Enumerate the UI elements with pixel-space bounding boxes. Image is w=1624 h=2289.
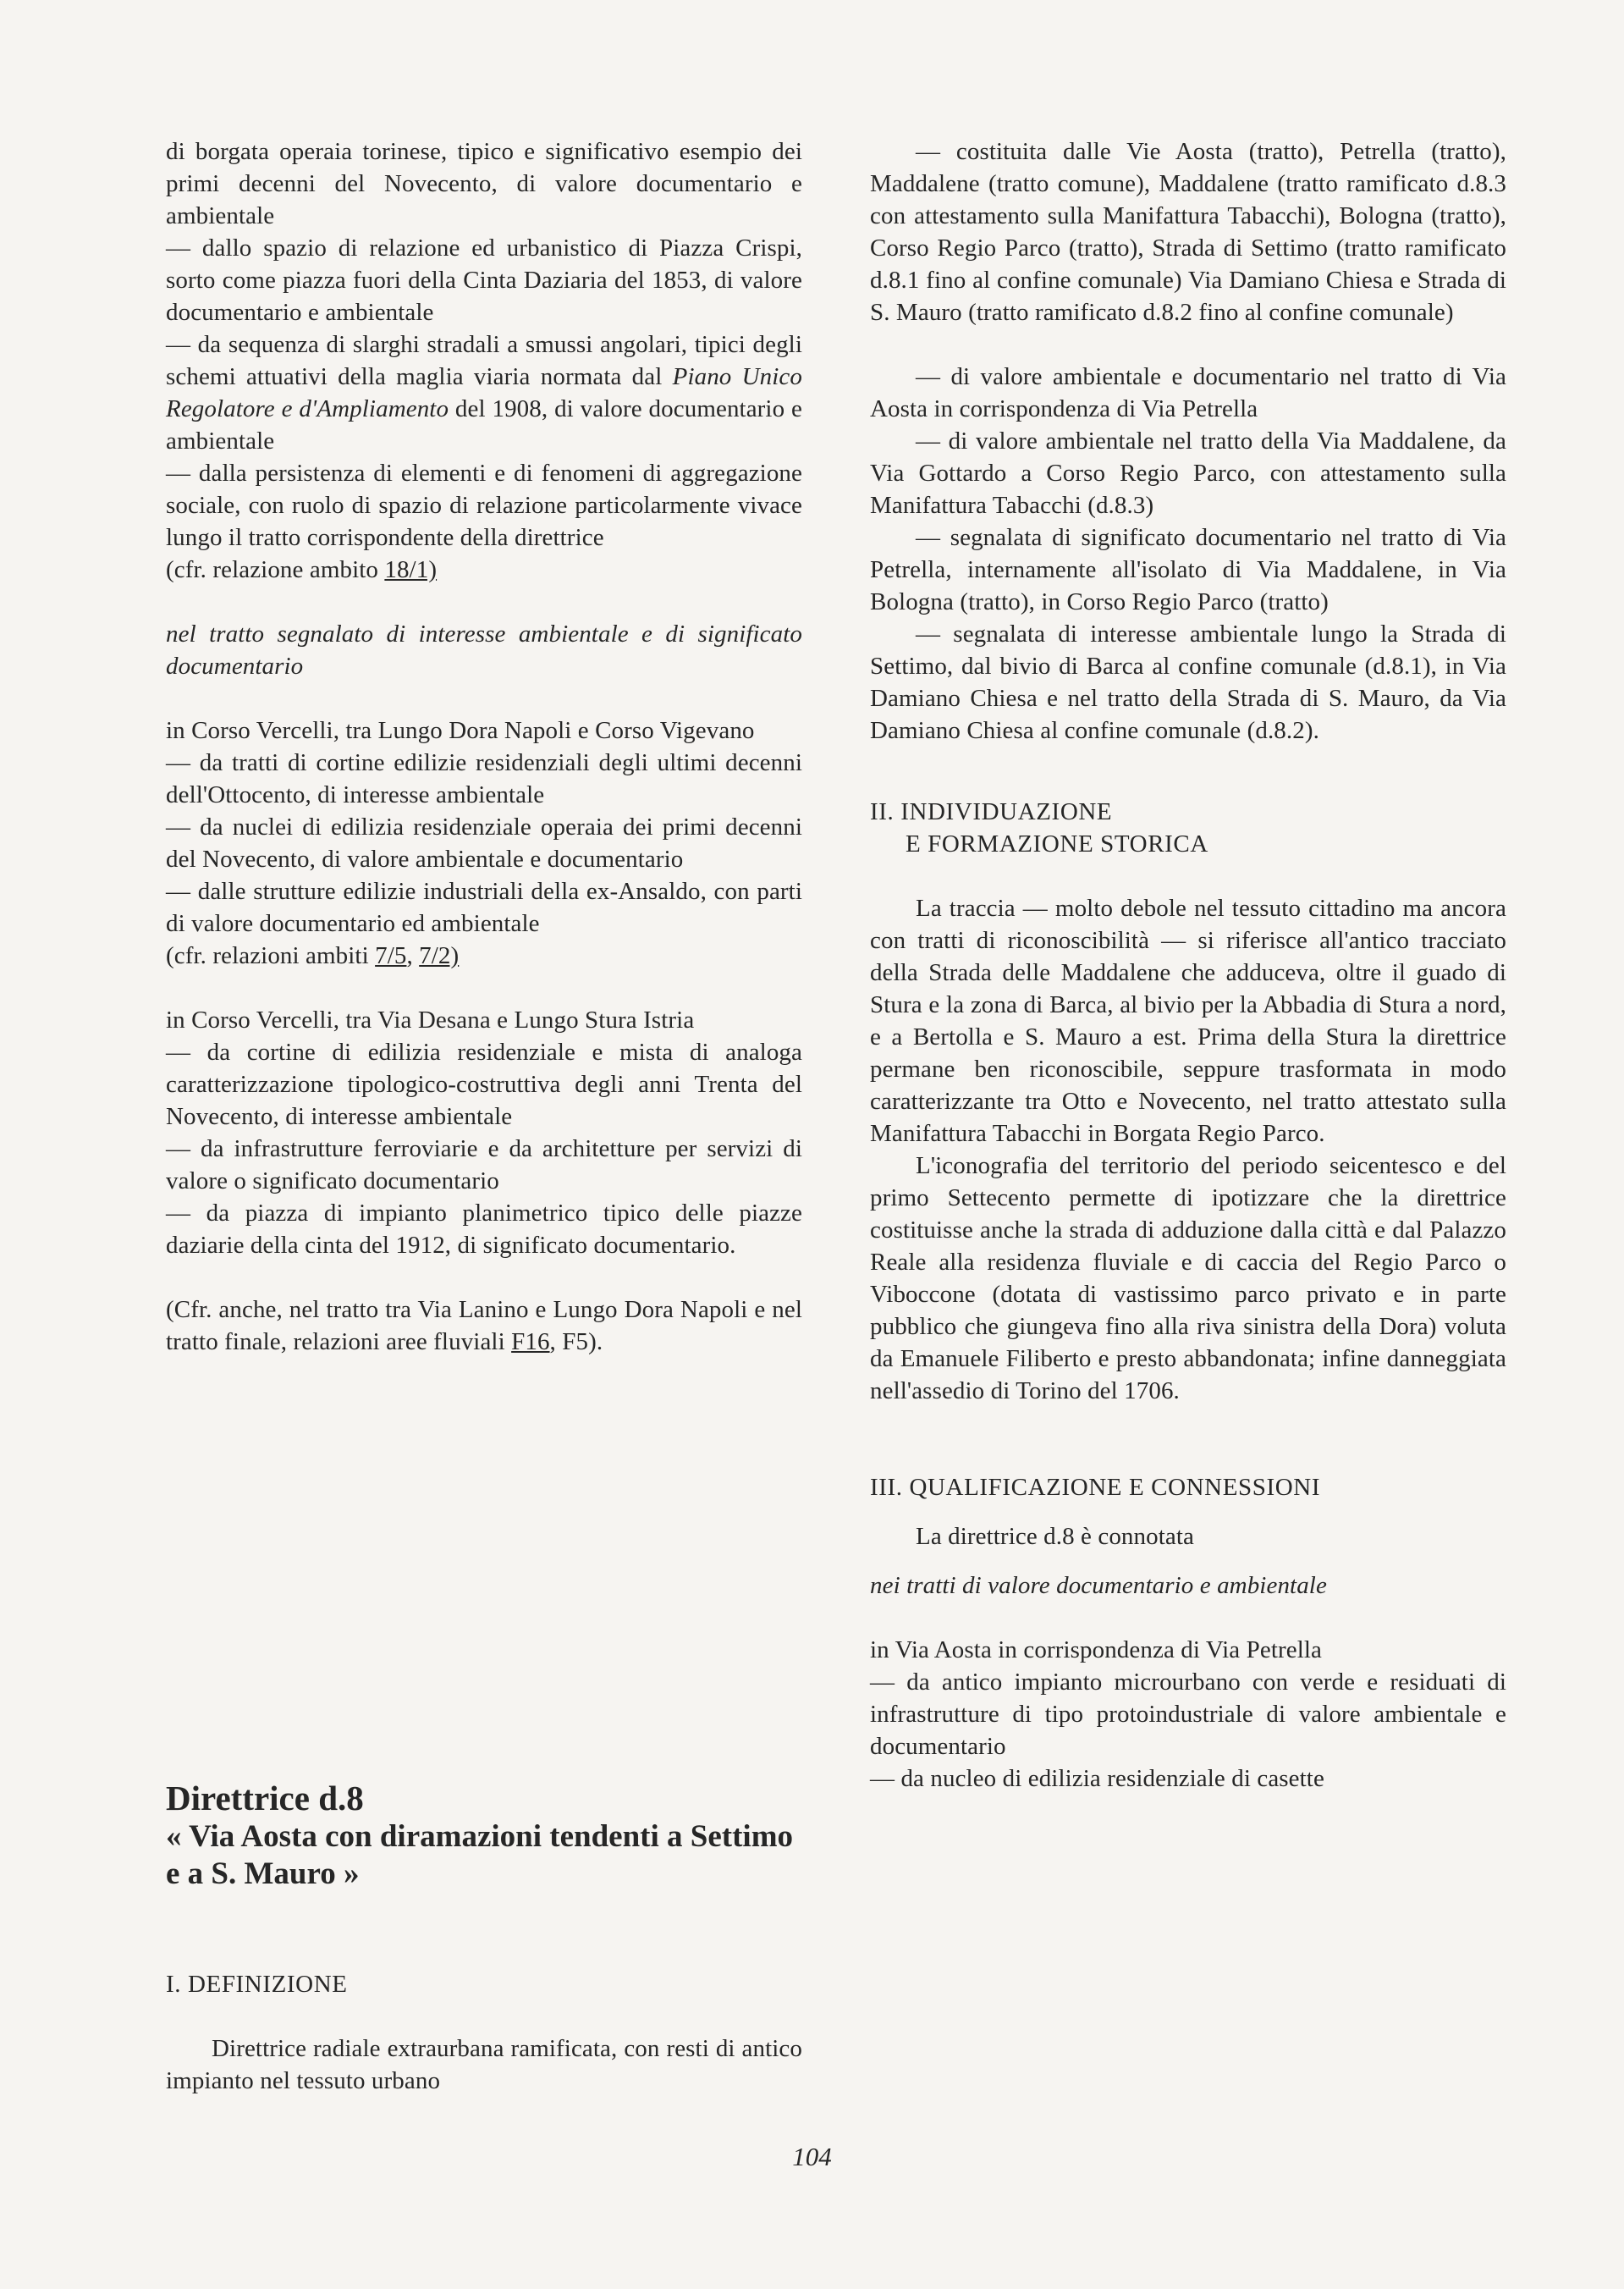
paragraph: — di valore ambientale e documentario nel tratto di Via Aosta in corrispondenza di Via Petrella xyxy=(870,363,1506,422)
reference-link: 7/5 xyxy=(375,942,407,969)
paragraph: — da piazza di impianto planimetrico tipico delle piazze daziarie della cinta del 1912, di significato documentario. xyxy=(166,1200,802,1259)
reference xyxy=(166,554,802,586)
section-heading: E FORMAZIONE STORICA xyxy=(906,830,1208,858)
paragraph: — da cortine di edilizia residenziale e mista di analoga caratterizzazione tipologico-costruttiva degli anni Trenta del Novecento, di interesse ambientale xyxy=(166,1039,802,1130)
reference-link: F16 xyxy=(511,1328,550,1355)
paragraph: — dallo spazio di relazione ed urbanistico di Piazza Crispi, sorto come piazza fuori della Cinta Daziaria del 1853, di valore documentario e ambientale xyxy=(166,234,802,326)
reference-link: 7/2) xyxy=(419,942,460,969)
paragraph: di borgata operaia torinese, tipico e significativo esempio dei primi decenni del Novecento, di valore documentario e ambientale xyxy=(166,138,802,229)
paragraph: La traccia — molto debole nel tessuto cittadino ma ancora con tratti di riconoscibilità — si riferisce all'antico tracciato della Strada delle Maddalene che adduceva, oltre il guado di Stura e la zona di Barca, al bivio per la Abbadia di Stura a nord, e a Bertolla e S. Mauro a est. Prima della Stura la direttrice permane ben riconoscibile, seppure trasformata in modo caratterizzante tra Otto e Novecento, nel tratto attestato sulla Manifattura Tabacchi in Borgata Regio Parco. xyxy=(870,895,1506,1147)
subsection-heading: nel tratto segnalato di interesse ambientale e di significato documentario xyxy=(166,621,802,680)
page-number: 104 xyxy=(792,2142,832,2171)
text-span: F5). xyxy=(562,1328,603,1355)
paragraph: in Corso Vercelli, tra Lungo Dora Napoli e Corso Vigevano xyxy=(166,717,755,744)
chapter-title xyxy=(166,1778,802,1893)
paragraph: La direttrice d.8 è connotata xyxy=(916,1523,1194,1550)
paragraph: L'iconografia del territorio del periodo seicentesco e del primo Settecento permette di ipotizzare che la direttrice costituisse anche la strada di adduzione dalla città e dal Palazzo Reale alla residenza fluviale e di caccia del Regio Parco o Viboccone (dotata di vastissimo parco privato e in parte pubblico che giungeva fino alla riva sinistra della Dora) voluta da Emanuele Filiberto e presto abbandonata; infine danneggiata nell'assedio di Torino del 1706. xyxy=(870,1152,1506,1404)
text-span: del 1908, di valore documentario e ambientale xyxy=(166,395,802,455)
page-title: Direttrice d.8 xyxy=(166,1779,364,1817)
reference: (cfr. relazioni ambiti 7/5, 7/2) xyxy=(166,942,460,969)
reference-link: 18/1) xyxy=(384,556,438,583)
page-subtitle: « Via Aosta con diramazioni tendenti a Settimo e a S. Mauro » xyxy=(166,1819,794,1891)
paragraph: — da antico impianto microurbano con verde e residuati di infrastrutture di tipo protoindustriale di valore ambientale e documentario xyxy=(870,1668,1506,1760)
paragraph: — di valore ambientale nel tratto della Via Maddalene, da Via Gottardo a Corso Regio Parco, con attestamento sulla Manifattura Tabacchi (d.8.3) xyxy=(870,427,1506,519)
section-heading: II. INDIVIDUAZIONE xyxy=(870,798,1113,825)
paragraph: — dalle strutture edilizie industriali della ex-Ansaldo, con parti di valore documentario ed ambientale xyxy=(166,878,802,937)
section-heading: III. QUALIFICAZIONE E CONNESSIONI xyxy=(870,1474,1321,1501)
paragraph: — segnalata di interesse ambientale lungo la Strada di Settimo, dal bivio di Barca al confine comunale (d.8.1), in Via Damiano Chiesa e nel tratto della Strada di S. Mauro, da Via Damiano Chiesa al confine comunale (d.8.2). xyxy=(870,621,1506,744)
left-column xyxy=(166,135,802,1358)
paragraph: in Corso Vercelli, tra Via Desana e Lungo Stura Istria xyxy=(166,1007,695,1034)
paragraph: — da nucleo di edilizia residenziale di casette xyxy=(870,1765,1324,1792)
paragraph: — da infrastrutture ferroviarie e da architetture per servizi di valore o significato documentario xyxy=(166,1135,802,1194)
paragraph xyxy=(166,328,802,457)
plan-title: Piano Unico Regolatore e d'Ampliamento xyxy=(166,363,802,422)
paragraph: — da tratti di cortine edilizie residenziali degli ultimi decenni dell'Ottocento, di interesse ambientale xyxy=(166,749,802,808)
reference: (Cfr. anche, nel tratto tra Via Lanino e Lungo Dora Napoli e nel tratto finale, relazioni aree fluviali F16, F5). xyxy=(166,1296,802,1355)
text-span: (cfr. relazione ambito xyxy=(166,556,378,583)
paragraph: — costituita dalle Vie Aosta (tratto), Petrella (tratto), Maddalene (tratto comune), Maddalene (tratto ramificato d.8.3 con attestamento sulla Manifattura Tabacchi), Bologna (tratto), Corso Regio Parco (tratto), Strada di Settimo (tratto ramificato d.8.1 fino al confine comunale) Via Damiano Chiesa e Strada di S. Mauro (tratto ramificato d.8.2 fino al confine comunale) xyxy=(870,138,1506,326)
subsection-heading: nei tratti di valore documentario e ambientale xyxy=(870,1572,1327,1599)
paragraph: — dalla persistenza di elementi e di fenomeni di aggregazione sociale, con ruolo di spazio di relazione particolarmente vivace lungo il tratto corrispondente della direttrice xyxy=(166,460,802,551)
section-heading: I. DEFINIZIONE xyxy=(166,1971,348,1998)
paragraph: Direttrice radiale extraurbana ramificata, con resti di antico impianto nel tessuto urbano xyxy=(166,2035,802,2094)
text-span: — da sequenza di slarghi stradali a smussi angolari, tipici degli schemi attuativi della maglia viaria normata dal xyxy=(166,331,802,390)
definition-section xyxy=(166,1968,802,2097)
text-span: (Cfr. anche, nel tratto tra Via Lanino e Lungo Dora Napoli e nel tratto finale, relazioni aree fluviali xyxy=(166,1296,802,1355)
right-column xyxy=(870,135,1506,1795)
text-span: (cfr. relazioni ambiti xyxy=(166,942,369,969)
paragraph: — da nuclei di edilizia residenziale operaia dei primi decenni del Novecento, di valore ambientale e documentario xyxy=(166,814,802,873)
paragraph: in Via Aosta in corrispondenza di Via Petrella xyxy=(870,1636,1323,1663)
paragraph: — segnalata di significato documentario nel tratto di Via Petrella, internamente all'isolato di Via Maddalene, in Via Bologna (tratto), in Corso Regio Parco (tratto) xyxy=(870,524,1506,615)
